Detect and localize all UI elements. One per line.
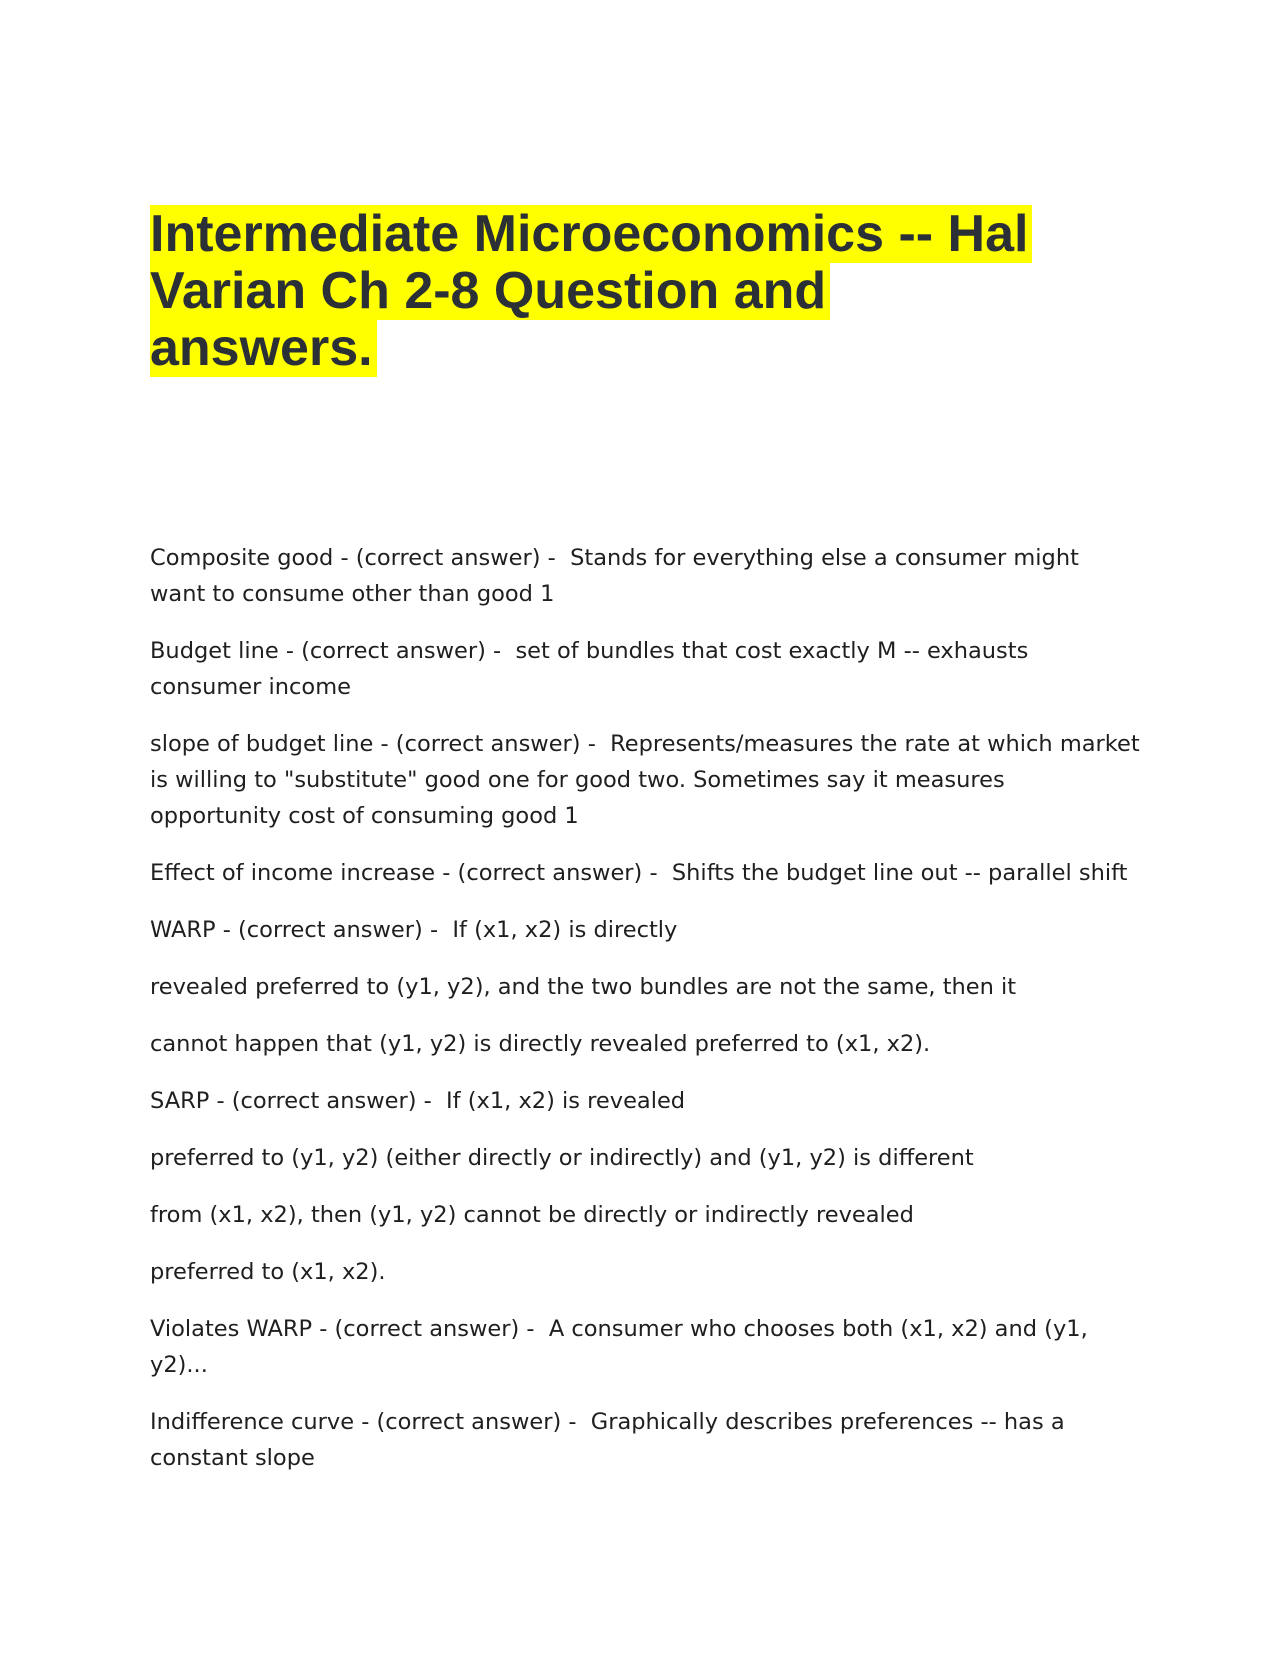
paragraph-slope-budget-line: slope of budget line - (correct answer) - Represents/measures the rate at which market is willing to "substitute" good one for good two. Sometimes say it measures opportunity cost of consuming good 1 [150, 731, 1147, 829]
title-highlight: Intermediate Microeconomics -- Hal Varian Ch 2-8 Question and answers. [150, 205, 1032, 377]
paragraph-indifference-curve: Indifference curve - (correct answer) - Graphically describes preferences -- has a constant slope [150, 1409, 1072, 1471]
paragraph-budget-line: Budget line - (correct answer) - set of bundles that cost exactly M -- exhausts consumer income [150, 638, 1036, 700]
paragraph-warp-cont-2: cannot happen that (y1, y2) is directly revealed preferred to (x1, x2). [150, 1031, 931, 1057]
paragraph-warp-cont-1: revealed preferred to (y1, y2), and the two bundles are not the same, then it [150, 974, 1017, 1000]
paragraph-sarp-cont-2: from (x1, x2), then (y1, y2) cannot be directly or indirectly revealed [150, 1202, 914, 1228]
document-body [150, 540, 1147, 1497]
paragraph-income-increase: Effect of income increase - (correct answer) - Shifts the budget line out -- parallel shift [150, 860, 1128, 886]
paragraph-sarp: SARP - (correct answer) - If (x1, x2) is revealed [150, 1088, 686, 1114]
paragraph-sarp-cont-3: preferred to (x1, x2). [150, 1259, 386, 1285]
paragraph-violates-warp: Violates WARP - (correct answer) - A consumer who chooses both (x1, x2) and (y1, y2)... [150, 1316, 1095, 1378]
paragraph-warp: WARP - (correct answer) - If (x1, x2) is directly [150, 917, 678, 943]
paragraph-composite-good: Composite good - (correct answer) - Stands for everything else a consumer might want to consume other than good 1 [150, 545, 1087, 607]
paragraph-sarp-cont-1: preferred to (y1, y2) (either directly or indirectly) and (y1, y2) is different [150, 1145, 974, 1171]
document-title [150, 206, 1050, 377]
